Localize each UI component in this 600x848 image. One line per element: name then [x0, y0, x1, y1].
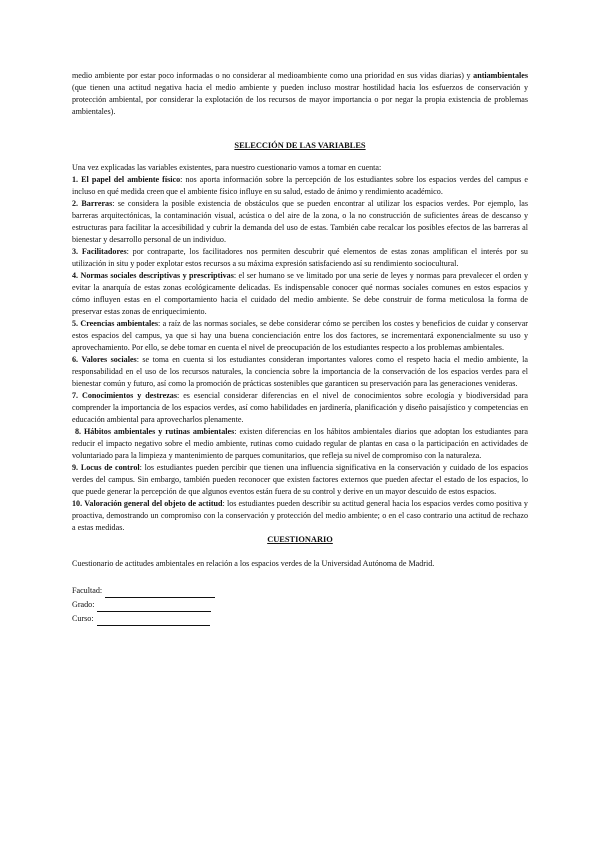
degree-label: Grado:	[72, 600, 95, 609]
continuation-paragraph	[72, 70, 528, 118]
list-item: 9. Locus de control: los estudiantes pueden percibir que tienen una influencia significativa en la conservación y cuidado de los espacios verdes del campus. Sin embargo, también pueden reconocer que existen factores externos que pueden afectar el estado de los espacios, lo que puede generar la percepción de que algunos eventos están fuera de su control y derive en un mayor descuido de estos espacios.	[72, 463, 528, 496]
variables-list	[72, 174, 528, 534]
list-item: 8. Hábitos ambientales y rutinas ambientales: existen diferencias en los hábitos ambientales diarios que adoptan los estudiantes para reducir el impacto negativo sobre el medio ambiente, rutinas como cuidado regular de plantas en casa o la participación en actividades de voluntariado para la limpieza y mantenimiento de parques comunitarios, que refleja su nivel de compromiso con la naturaleza.	[72, 427, 529, 460]
list-item: 4. Normas sociales descriptivas y prescriptivas: el ser humano se ve limitado por una serie de leyes y normas para prevalecer el orden y evitar la anarquía de estas zonas ecológicamente delicadas. Es indispensable conocer qué normas sociales comunes en estos espacios y cómo influyen estas en el comportamiento hacia el cuidado del medio ambiente. Se debe construir de forma meticulosa la forma de preservar estas zonas de enriquecimiento.	[72, 271, 528, 316]
list-item: 6. Valores sociales: se toma en cuenta si los estudiantes consideran importantes valores como el respeto hacia el medio ambiente, la responsabilidad en el uso de los recursos naturales, la conciencia sobre la importancia de la conservación de los espacios verdes para el bienestar común y futuro, así como la promoción de prácticas sostenibles que garanticen su preservación para las generaciones venideras.	[72, 355, 528, 388]
faculty-field	[72, 584, 528, 598]
degree-field	[72, 598, 528, 612]
continuation-bold-term: antiambientales	[473, 71, 528, 80]
degree-blank-line[interactable]	[97, 602, 211, 612]
faculty-blank-line[interactable]	[105, 588, 215, 598]
continuation-rest: (que tienen una actitud negativa hacia el medio ambiente y pueden incluso mostrar hostilidad hacia los esfuerzos de conservación y protección ambiental, por considerar la explotación de los recursos de mayor importancia o por negar la propia existencia de problemas ambientales).	[72, 83, 528, 116]
list-item: 5. Creencias ambientales: a raíz de las normas sociales, se debe considerar cómo se perciben los costes y beneficios de cuidar y conservar estos espacios del campus, ya que si hay una buena concienciación entre los dos factores, se incrementará exponencialmente su uso y aprovechamiento. Por ello, se debe tomar en cuenta el nivel de preocupación de los estudiantes respecto a los problemas ambientales.	[72, 319, 528, 352]
list-item: 10. Valoración general del objeto de actitud: los estudiantes pueden describir su actitud general hacia los espacios verdes como positiva y proactiva, demostrando un compromiso con la conservación y protección del medio ambiente; o en el caso contrario una actitud de rechazo a estas medidas.	[72, 499, 528, 532]
list-item: 2. Barreras: se considera la posible existencia de obstáculos que se pueden encontrar al utilizar los espacios verdes. Por ejemplo, las barreras arquitectónicas, la contaminación visual, acústica o del aire de la zona, o la no construcción de suficientes áreas de descanso y estructuras para facilitar la accesibilidad y cubrir la demanda del uso de estas. También cabe recalcar los posibles efectos de las barreras al bienestar y desarrollo personal de un individuo.	[72, 199, 528, 244]
list-item: 7. Conocimientos y destrezas: es esencial considerar diferencias en el nivel de conocimientos sobre ecología y biodiversidad para comprender la importancia de los espacios verdes, así como habilidades en jardinería, planificación y diseño paisajístico y competencias en educación ambiental para aprovecharlos plenamente.	[72, 391, 528, 424]
questionnaire-intro: Cuestionario de actitudes ambientales en relación a los espacios verdes de la Universidad Autónoma de Madrid.	[72, 559, 435, 568]
faculty-label: Facultad:	[72, 586, 103, 595]
document-page	[72, 70, 528, 626]
list-item: 3. Facilitadores: por contraparte, los facilitadores nos permiten descubrir qué elementos de estas zonas amplifican el interés por su utilización in situ y poder explotar estos recursos a su máxima expresión satisfaciendo así su rendimiento sociocultural.	[72, 247, 528, 268]
continuation-lead: medio ambiente por estar poco informadas o no considerar al medioambiente como una prioridad en sus vidas diarias) y	[72, 71, 474, 80]
variables-intro: Una vez explicadas las variables existentes, para nuestro cuestionario vamos a tomar en cuenta:	[72, 163, 382, 172]
section-title-variables: SELECCIÓN DE LAS VARIABLES	[234, 141, 366, 150]
questionnaire-form	[72, 584, 528, 626]
course-blank-line[interactable]	[97, 616, 210, 626]
course-label: Curso:	[72, 614, 94, 623]
list-item: 1. El papel del ambiente físico: nos aporta información sobre la percepción de los estudiantes sobre los espacios verdes del campus e incluso en qué medida creen que el ambiente físico influye en su salud, estado de ánimo y rendimiento académico.	[72, 175, 528, 196]
course-field	[72, 612, 528, 626]
section-title-questionnaire: CUESTIONARIO	[267, 535, 333, 544]
